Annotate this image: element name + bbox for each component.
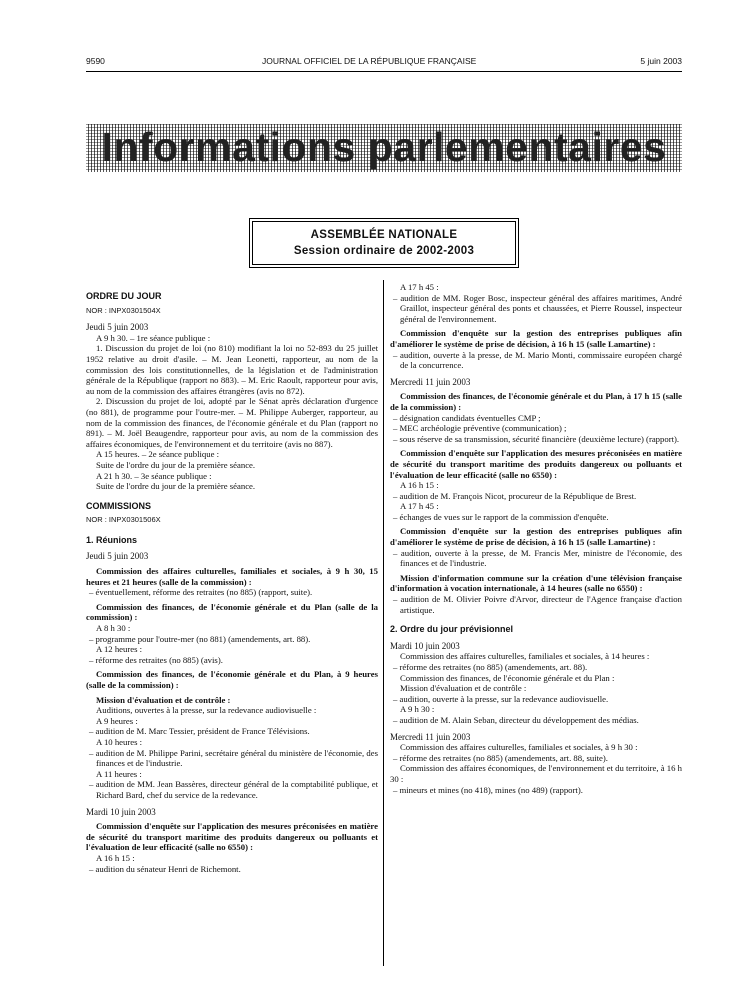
right-column — [390, 282, 682, 795]
paragraph-d: – programme pour l'outre-mer (no 881) (amendements, art. 88). — [89, 633, 311, 644]
paragraph-b: Commission des affaires culturelles, familiales et sociales, à 9 h 30, 15 heures et 21 heures (salle de la commission) : — [86, 566, 378, 587]
section-banner — [86, 124, 682, 172]
paragraph-b: Mission d'évaluation et de contrôle : — [96, 694, 231, 705]
paragraph-p: Suite de l'ordre du jour de la première séance. — [96, 481, 256, 492]
paragraph-p: A 9 h 30 : — [400, 704, 435, 715]
paragraph-dt: Jeudi 5 juin 2003 — [86, 322, 149, 333]
paragraph-p: Commission des affaires économiques, de l'environnement et du territoire, à 16 h 30 : — [390, 763, 682, 784]
paragraph-d: – audition, ouverte à la presse, de M. Francis Mer, ministre de l'économie, des finances et de l'industrie. — [393, 547, 682, 569]
paragraph-p: Commission des finances, de l'économie générale et du Plan : — [400, 672, 615, 683]
paragraph-d: – audition, ouverte à la presse, sur la redevance audiovisuelle. — [393, 693, 609, 704]
paragraph-p: Commission des affaires culturelles, familiales et sociales, à 9 h 30 : — [400, 742, 638, 753]
page-number: 9590 — [86, 56, 105, 66]
paragraph-p: A 15 heures. – 2e séance publique : — [96, 449, 220, 460]
paragraph-d: – audition de M. Alain Seban, directeur du développement des médias. — [393, 714, 639, 725]
paragraph-dt: Mardi 10 juin 2003 — [86, 806, 156, 817]
paragraph-d: – réforme des retraites (no 885) (amendements, art. 88). — [393, 662, 588, 672]
paragraph-d: – audition de M. François Nicot, procureur de la République de Brest. — [393, 490, 637, 501]
left-column — [86, 282, 378, 874]
paragraph-dt: Mercredi 11 juin 2003 — [390, 376, 471, 387]
paragraph-p: A 9 h 30. – 1re séance publique : — [96, 332, 211, 343]
paragraph-p: Auditions, ouvertes à la presse, sur la redevance audiovisuelle : — [96, 705, 317, 716]
paragraph-sh: ORDRE DU JOUR — [86, 291, 162, 301]
paragraph-d: – échanges de vues sur le rapport de la commission d'enquête. — [393, 511, 609, 522]
paragraph-p: A 17 h 45 : — [400, 282, 439, 292]
chamber-name: ASSEMBLÉE NATIONALE — [310, 229, 458, 241]
paragraph-p: A 11 heures : — [96, 768, 142, 779]
paragraph-p: A 8 h 30 : — [96, 623, 131, 634]
paragraph-b: Commission des finances, de l'économie générale et du Plan, à 9 heures (salle de la commission) : — [86, 669, 378, 690]
paragraph-sh: 1. Réunions — [86, 534, 138, 545]
paragraph-d: – réforme des retraites (no 885) (amendements, art. 88, suite). — [393, 752, 608, 763]
journal-title: JOURNAL OFFICIEL DE LA RÉPUBLIQUE FRANÇAISE — [262, 56, 477, 66]
paragraph-d: – audition de M. Olivier Poivre d'Arvor, directeur de l'Agence française d'action artistique. — [393, 594, 682, 615]
paragraph-p: A 12 heures : — [96, 644, 143, 655]
paragraph-d: – désignation candidats éventuelles CMP ; — [393, 412, 541, 423]
session-name: Session ordinaire de 2002-2003 — [293, 245, 475, 257]
paragraph-p: A 10 heures : — [96, 736, 143, 747]
issue-date: 5 juin 2003 — [640, 56, 682, 66]
paragraph-d: – audition de M. Marc Tessier, président de France Télévisions. — [89, 726, 310, 737]
paragraph-p: Suite de l'ordre du jour de la première séance. — [96, 459, 256, 470]
paragraph-p: Mission d'évaluation et de contrôle : — [400, 683, 527, 694]
chamber-box — [252, 221, 516, 265]
paragraph-sh: 2. Ordre du jour prévisionnel — [390, 624, 514, 635]
paragraph-d: – audition de MM. Roger Bosc, inspecteur général des affaires maritimes, André Graillot, inspecteur général des ponts et chaussées, et Pierre Roussel, inspecteur général de l'environnement. — [393, 292, 682, 324]
paragraph-d: – MEC archéologie préventive (communication) ; — [393, 423, 567, 434]
paragraph-d: – audition de MM. Jean Bassères, directeur général de la comptabilité publique, et Richard Bard, chef du service de la redevance. — [89, 779, 378, 800]
paragraph-b: Commission d'enquête sur l'application des mesures préconisées en matière de sécurité du transport maritime des produits dangereux ou polluants et l'évaluation de leur efficacité (salle no 6550) : — [86, 821, 378, 853]
page-header — [86, 56, 682, 70]
paragraph-p: A 16 h 15 : — [400, 480, 439, 491]
paragraph-p: A 16 h 15 : — [96, 852, 135, 863]
paragraph-p: A 9 heures : — [96, 715, 138, 726]
paragraph-p: A 17 h 45 : — [400, 501, 439, 512]
paragraph-nor: NOR : INPX0301504X — [86, 305, 161, 315]
paragraph-d: – réforme des retraites (no 885) (avis). — [89, 654, 223, 665]
paragraph-d: – audition de M. Philippe Parini, secrétaire général du ministère de l'économie, des finances et de l'industrie. — [89, 747, 378, 769]
paragraph-dt: Jeudi 5 juin 2003 — [86, 551, 149, 562]
paragraph-nor: NOR : INPX0301506X — [86, 515, 161, 525]
paragraph-d: – mineurs et mines (no 418), mines (no 489) (rapport). — [393, 784, 583, 795]
header-rule — [86, 71, 682, 72]
paragraph-b: Commission des finances, de l'économie générale et du Plan, à 17 h 15 (salle de la commission) : — [390, 391, 682, 412]
paragraph-sh: COMMISSIONS — [86, 500, 152, 511]
paragraph-b: Commission d'enquête sur la gestion des entreprises publiques afin d'améliorer le système de prise de décision, à 16 h 15 (salle Lamartine) : — [390, 526, 682, 548]
paragraph-b: Mission d'information commune sur la création d'une télévision française d'information à vocation internationale, à 14 heures (salle no 6550) : — [390, 572, 682, 594]
paragraph-p: A 21 h 30. – 3e séance publique : — [96, 470, 212, 481]
paragraph-dt: Mercredi 11 juin 2003 — [390, 731, 471, 742]
paragraph-b: Commission d'enquête sur l'application des mesures préconisées en matière de sécurité du transport maritime des produits dangereux ou polluants et l'évaluation de leur efficacité (salle no 6550) : — [390, 448, 682, 480]
banner-title: Informations parlementaires — [101, 124, 667, 170]
column-divider — [383, 280, 384, 966]
paragraph-p: Commission des affaires culturelles, familiales et sociales, à 14 heures : — [400, 651, 650, 662]
paragraph-d: – éventuellement, réforme des retraites (no 885) (rapport, suite). — [89, 587, 313, 598]
paragraph-dt: Mardi 10 juin 2003 — [390, 640, 460, 651]
paragraph-p: 2. Discussion du projet de loi, adopté par le Sénat après déclaration d'urgence (no 881), de programme pour l'outre-mer. – M. Philippe Auberger, rapporteur, au nom de la commission des finances, de l'économie générale et du Plan (rapport no 891). – M. Joël Beaugendre, rapporteur pour avis, au nom de la commission des affaires économiques, de l'environnement et du territoire (avis no 887). — [86, 396, 378, 449]
paragraph-p: 1. Discussion du projet de loi (no 810) modifiant la loi no 52-893 du 25 juillet 1952 relative au droit d'asile. – M. Jean Leonetti, rapporteur, au nom de la commission des lois constitutionnelles, de la législation et de l'administration générale de la République (rapport no 883). – M. Eric Raoult, rapporteur pour avis, au nom de la commission des affaires étrangères (avis no 872). — [86, 343, 378, 396]
paragraph-b: Commission d'enquête sur la gestion des entreprises publiques afin d'améliorer le système de prise de décision, à 16 h 15 (salle Lamartine) : — [390, 328, 682, 349]
paragraph-d: – audition, ouverte à la presse, de M. Mario Monti, commissaire européen chargé de la concurrence. — [393, 349, 682, 371]
paragraph-b: Commission des finances, de l'économie générale et du Plan (salle de la commission) : — [86, 601, 378, 623]
paragraph-d: – sous réserve de sa transmission, sécurité financière (deuxième lecture) (rapport). — [393, 433, 680, 444]
paragraph-d: – audition du sénateur Henri de Richemont. — [89, 863, 241, 874]
